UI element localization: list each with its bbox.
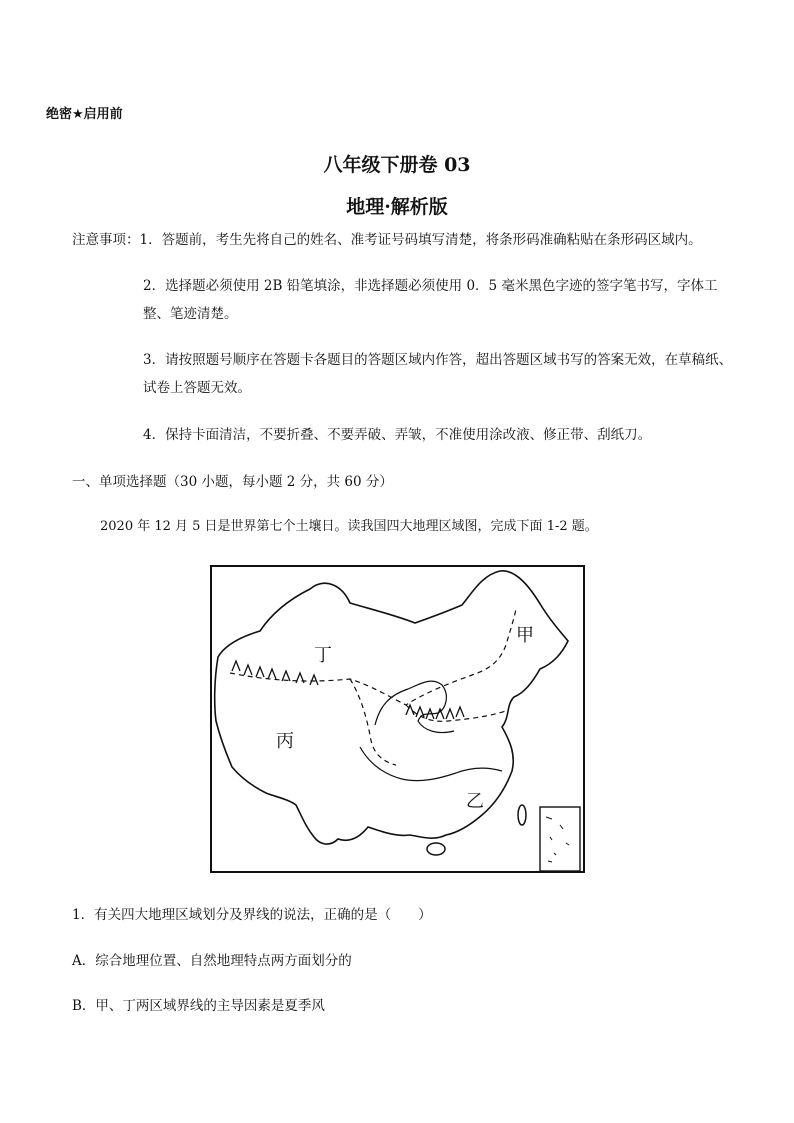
exam-subtitle: 地理·解析版 — [346, 196, 448, 218]
exam-title: 八年级下册卷 03 — [323, 154, 471, 176]
china-regions-map — [210, 565, 585, 873]
notice-item-1: 注意事项：1．答题前，考生先将自己的姓名、准考证号码填写清楚，将条形码准确粘贴在条形码区域内。 — [72, 232, 702, 248]
south-china-sea-inset — [540, 807, 580, 871]
confidential-label: 绝密★启用前 — [46, 107, 123, 122]
question-1-option-b: B．甲、丁两区域界线的主导因素是夏季风 — [72, 998, 325, 1014]
notice-item-4: 4．保持卡面清洁，不要折叠、不要弄破、弄皱，不准使用涂改液、修正带、刮纸刀。 — [143, 427, 652, 443]
question-1-option-a: A．综合地理位置、自然地理特点两方面划分的 — [72, 953, 352, 969]
question-intro: 2020 年 12 月 5 日是世界第七个土壤日。读我国四大地理区域图，完成下面 1-2 题。 — [100, 519, 598, 534]
question-1-stem: 1．有关四大地理区域划分及界线的说法，正确的是（ ） — [72, 907, 432, 923]
region-label-bing: 丙 — [276, 731, 294, 752]
region-label-ding: 丁 — [314, 645, 332, 666]
notice-item-3: 3．请按照题号顺序在答题卡各题目的答题区域内作答，超出答题区域书写的答案无效，在草稿纸、试卷上答题无效。 — [143, 352, 733, 396]
notice-item-2: 2．选择题必须使用 2B 铅笔填涂，非选择题必须使用 0．5 毫米黑色字迹的签字笔书写，字体工整、笔迹清楚。 — [143, 278, 718, 322]
region-label-yi: 乙 — [466, 791, 484, 812]
region-label-jia: 甲 — [516, 625, 534, 646]
section-heading: 一、单项选择题（30 小题，每小题 2 分，共 60 分） — [72, 474, 393, 490]
